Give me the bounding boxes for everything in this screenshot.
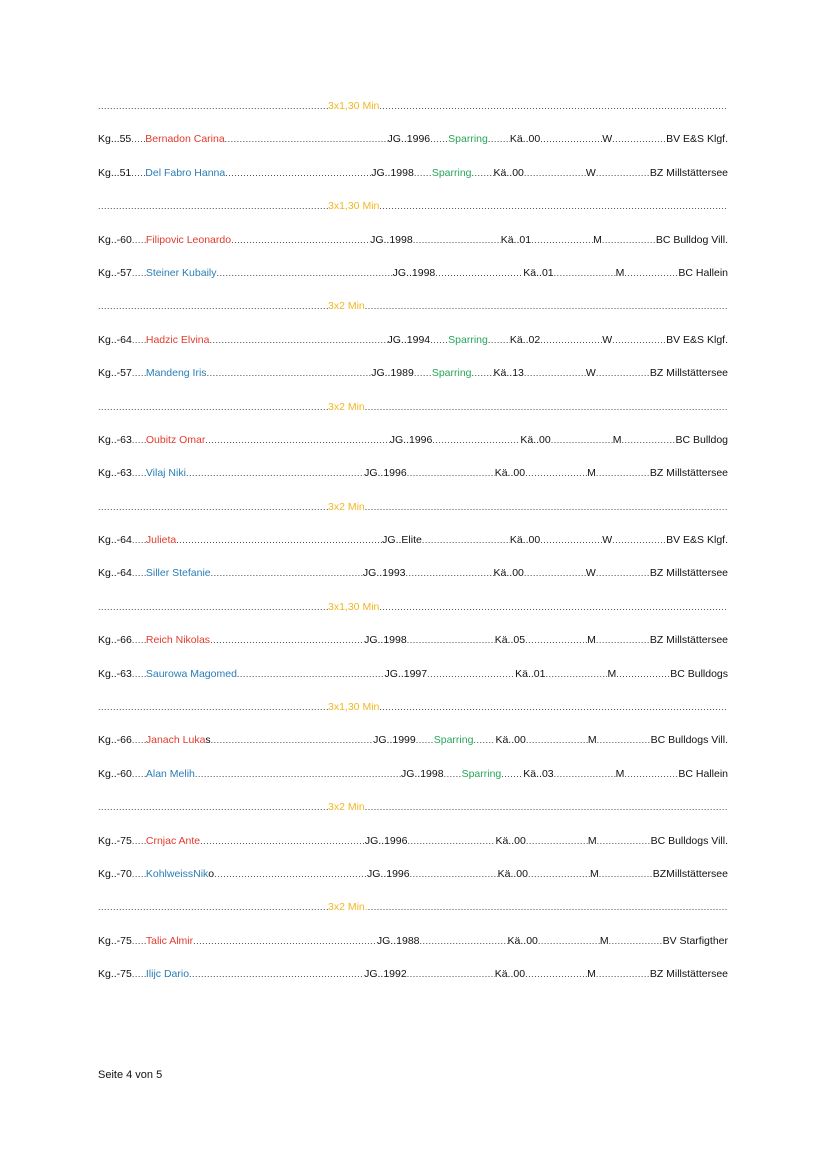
dot-leader xyxy=(554,265,616,281)
fight-count: Kä..01 xyxy=(500,233,532,246)
row-gap xyxy=(98,114,728,131)
dot-leader xyxy=(132,465,146,481)
dot-leader xyxy=(365,298,728,314)
gender: M xyxy=(587,634,596,647)
row-gap xyxy=(98,715,728,732)
club-name: BZ Millstättersee xyxy=(649,367,728,380)
birth-year: JG..1996 xyxy=(389,433,433,446)
weight-class: Kg..-75 xyxy=(98,968,132,981)
fighter-name-suffix: o xyxy=(208,867,215,880)
dot-leader xyxy=(621,432,675,448)
weight-class: Kg..-66 xyxy=(98,734,132,747)
round-duration: 3x2 Min. xyxy=(328,901,368,914)
dot-leader xyxy=(131,131,145,147)
dot-leader xyxy=(432,432,520,448)
fight-count: Kä..13 xyxy=(493,367,524,380)
dot-leader xyxy=(211,565,363,581)
fighter-row xyxy=(98,365,728,381)
row-gap xyxy=(98,381,728,398)
dot-leader xyxy=(414,365,432,381)
row-gap xyxy=(98,648,728,665)
round-duration: 3x2 Min xyxy=(328,801,365,814)
dot-leader xyxy=(526,833,588,849)
birth-year: JG..Elite xyxy=(382,534,422,547)
club-name: BZ Millstättersee xyxy=(649,634,728,647)
dot-leader xyxy=(132,265,146,281)
dot-leader xyxy=(602,232,656,248)
row-gap xyxy=(98,348,728,365)
dot-leader xyxy=(528,866,590,882)
dot-leader xyxy=(407,465,495,481)
gender: M xyxy=(587,734,597,747)
fight-count: Kä..05 xyxy=(494,634,526,647)
dot-leader xyxy=(596,365,650,381)
dot-leader xyxy=(132,933,146,949)
dot-leader xyxy=(416,732,434,748)
fighter-name: Hadzic Elvina xyxy=(145,333,210,346)
dot-leader xyxy=(538,933,600,949)
gender: W xyxy=(585,166,596,179)
dot-leader xyxy=(379,98,728,114)
sparring-label: Sparring xyxy=(431,166,472,179)
dot-leader xyxy=(624,766,678,782)
dot-leader xyxy=(98,599,328,615)
round-duration: 3x2 Min xyxy=(328,500,365,513)
row-gap xyxy=(98,181,728,198)
dot-leader xyxy=(132,766,146,782)
dot-leader xyxy=(524,165,586,181)
fighter-row xyxy=(98,131,728,147)
dot-leader xyxy=(472,165,494,181)
row-gap xyxy=(98,281,728,298)
dot-leader xyxy=(414,165,432,181)
dot-leader xyxy=(488,131,510,147)
weight-class: Kg..-64 xyxy=(98,567,132,580)
dot-leader xyxy=(407,966,495,982)
birth-year: JG..1988 xyxy=(376,934,420,947)
dot-leader xyxy=(472,365,494,381)
fighter-row xyxy=(98,933,728,949)
fighter-row xyxy=(98,432,728,448)
gender: M xyxy=(587,834,597,847)
dot-leader xyxy=(612,131,666,147)
round-separator xyxy=(98,298,728,314)
dot-leader xyxy=(609,933,663,949)
round-separator xyxy=(98,799,728,815)
gender: M xyxy=(587,968,596,981)
weight-class: Kg..-75 xyxy=(98,834,132,847)
bout-list xyxy=(98,98,728,1000)
row-gap xyxy=(98,915,728,932)
club-name: BV E&S Klgf. xyxy=(666,534,728,547)
dot-leader xyxy=(195,766,401,782)
fighter-name: Siller Stefanie xyxy=(145,567,211,580)
club-name: BV Starfigther xyxy=(662,934,728,947)
club-name: BV E&S Klgf. xyxy=(666,133,728,146)
dot-leader xyxy=(596,165,650,181)
club-name: BV E&S Klgf. xyxy=(666,333,728,346)
row-gap xyxy=(98,815,728,832)
club-name: BC Bulldogs xyxy=(670,667,728,680)
dot-leader xyxy=(132,866,146,882)
round-separator xyxy=(98,699,728,715)
row-gap xyxy=(98,481,728,498)
dot-leader xyxy=(205,432,389,448)
dot-leader xyxy=(422,532,510,548)
fight-count: Kä..00 xyxy=(509,133,541,146)
row-gap xyxy=(98,415,728,432)
dot-leader xyxy=(131,165,145,181)
dot-leader xyxy=(413,232,501,248)
fight-count: Kä..00 xyxy=(497,867,528,880)
dot-leader xyxy=(407,632,495,648)
round-duration: 3x2 Min xyxy=(328,400,365,413)
birth-year: JG..1996 xyxy=(364,834,408,847)
fighter-name: Oubitz Omar xyxy=(145,433,206,446)
dot-leader xyxy=(368,899,728,915)
fighter-name: Saurowa Magomed xyxy=(145,667,237,680)
dot-leader xyxy=(624,265,678,281)
round-separator xyxy=(98,198,728,214)
fighter-row xyxy=(98,232,728,248)
fighter-name: Alan Melih xyxy=(145,767,195,780)
sparring-label: Sparring xyxy=(461,767,502,780)
fighter-name-suffix: s xyxy=(205,734,211,747)
fight-count: Kä..00 xyxy=(495,734,526,747)
dot-leader xyxy=(207,365,372,381)
dot-leader xyxy=(379,198,728,214)
fighter-row xyxy=(98,565,728,581)
birth-year: JG..1993 xyxy=(362,567,406,580)
gender: M xyxy=(615,767,625,780)
dot-leader xyxy=(597,833,651,849)
fight-count: Kä..00 xyxy=(493,567,524,580)
dot-leader xyxy=(551,432,613,448)
fighter-name: Talic Almir xyxy=(145,934,194,947)
round-separator xyxy=(98,499,728,515)
dot-leader xyxy=(420,933,508,949)
dot-leader xyxy=(379,599,728,615)
dot-leader xyxy=(209,332,387,348)
dot-leader xyxy=(430,332,448,348)
dot-leader xyxy=(410,866,498,882)
fighter-row xyxy=(98,833,728,849)
dot-leader xyxy=(554,766,616,782)
weight-class: Kg..-57 xyxy=(98,367,132,380)
dot-leader xyxy=(524,565,586,581)
dot-leader xyxy=(427,666,515,682)
club-name: BZMillstättersee xyxy=(652,867,728,880)
birth-year: JG..1996 xyxy=(387,133,431,146)
gender: W xyxy=(602,333,613,346)
gender: W xyxy=(585,367,596,380)
round-separator xyxy=(98,98,728,114)
row-gap xyxy=(98,448,728,465)
dot-leader xyxy=(132,565,146,581)
gender: W xyxy=(602,534,613,547)
row-gap xyxy=(98,748,728,765)
dot-leader xyxy=(225,165,371,181)
fight-count: Kä..00 xyxy=(494,467,526,480)
fighter-row xyxy=(98,666,728,682)
fighter-name: Mandeng Iris xyxy=(145,367,207,380)
dot-leader xyxy=(597,732,651,748)
birth-year: JG..1989 xyxy=(371,367,414,380)
club-name: BC Hallein xyxy=(678,767,728,780)
dot-leader xyxy=(189,966,364,982)
fighter-name: Filipovic Leonardo xyxy=(145,233,232,246)
club-name: BZ Millstättersee xyxy=(649,567,728,580)
dot-leader xyxy=(176,532,382,548)
page-footer: Seite 4 von 5 xyxy=(98,1069,163,1081)
dot-leader xyxy=(98,399,328,415)
dot-leader xyxy=(540,332,602,348)
row-gap xyxy=(98,849,728,866)
dot-leader xyxy=(596,632,650,648)
dot-leader xyxy=(98,499,328,515)
row-gap xyxy=(98,515,728,532)
fight-count: Kä..00 xyxy=(494,968,526,981)
weight-class: Kg..-63 xyxy=(98,667,132,680)
weight-class: Kg..-63 xyxy=(98,433,132,446)
fighter-row xyxy=(98,732,728,748)
dot-leader xyxy=(200,833,365,849)
club-name: BZ Millstättersee xyxy=(649,968,728,981)
round-duration: 3x1,30 Min xyxy=(328,701,380,714)
weight-class: Kg..-70 xyxy=(98,867,132,880)
round-duration: 3x2 Min xyxy=(328,300,365,313)
dot-leader xyxy=(98,298,328,314)
dot-leader xyxy=(599,866,653,882)
dot-leader xyxy=(132,632,146,648)
dot-leader xyxy=(231,232,370,248)
birth-year: JG..1998 xyxy=(400,767,444,780)
dot-leader xyxy=(98,98,328,114)
dot-leader xyxy=(210,632,364,648)
birth-year: JG..1998 xyxy=(371,166,414,179)
dot-leader xyxy=(596,565,650,581)
fighter-row xyxy=(98,532,728,548)
fight-count: Kä..00 xyxy=(507,934,538,947)
row-gap xyxy=(98,147,728,164)
dot-leader xyxy=(545,666,607,682)
fight-count: Kä..01 xyxy=(515,667,546,680)
fighter-row xyxy=(98,866,728,882)
dot-leader xyxy=(98,899,328,915)
fighter-name: Steiner Kubaily xyxy=(145,266,217,279)
round-duration: 3x1,30 Min xyxy=(328,200,380,213)
row-gap xyxy=(98,982,728,999)
weight-class: Kg..-63 xyxy=(98,467,132,480)
club-name: BZ Millstättersee xyxy=(649,467,728,480)
dot-leader xyxy=(444,766,462,782)
fighter-name: Ilijc Dario xyxy=(145,968,190,981)
weight-class: Kg..-66 xyxy=(98,634,132,647)
dot-leader xyxy=(132,365,146,381)
row-gap xyxy=(98,214,728,231)
dot-leader xyxy=(473,732,495,748)
dot-leader xyxy=(612,532,666,548)
dot-leader xyxy=(211,732,373,748)
gender: W xyxy=(585,567,596,580)
weight-class: Kg..-64 xyxy=(98,534,132,547)
club-name: BC Bulldog xyxy=(675,433,728,446)
round-separator xyxy=(98,599,728,615)
dot-leader xyxy=(488,332,510,348)
fight-count: Kä..00 xyxy=(520,433,551,446)
club-name: BC Hallein xyxy=(678,266,728,279)
birth-year: JG..1997 xyxy=(384,667,428,680)
fight-count: Kä..03 xyxy=(523,767,554,780)
dot-leader xyxy=(216,265,392,281)
birth-year: JG..1996 xyxy=(364,467,407,480)
row-gap xyxy=(98,615,728,632)
dot-leader xyxy=(524,365,586,381)
birth-year: JG..1998 xyxy=(370,233,413,246)
gender: M xyxy=(587,467,596,480)
dot-leader xyxy=(365,499,728,515)
round-duration: 3x1,30 Min xyxy=(328,100,380,112)
dot-leader xyxy=(193,933,377,949)
dot-leader xyxy=(526,732,588,748)
dot-leader xyxy=(407,833,495,849)
weight-class: Kg..-75 xyxy=(98,934,132,947)
birth-year: JG..1998 xyxy=(392,266,436,279)
gender: M xyxy=(607,667,617,680)
dot-leader xyxy=(98,699,328,715)
row-gap xyxy=(98,682,728,699)
dot-leader xyxy=(237,666,385,682)
dot-leader xyxy=(540,532,602,548)
dot-leader xyxy=(596,465,650,481)
fight-count: Kä..01 xyxy=(523,266,554,279)
weight-class: Kg...55 xyxy=(98,133,132,146)
fighter-row xyxy=(98,165,728,181)
fighter-name: Julieta xyxy=(145,534,177,547)
birth-year: JG..1994 xyxy=(387,333,431,346)
dot-leader xyxy=(596,966,650,982)
round-duration: 3x1,30 Min xyxy=(328,600,380,613)
dot-leader xyxy=(406,565,494,581)
sparring-label: Sparring xyxy=(431,367,472,380)
fighter-row xyxy=(98,766,728,782)
birth-year: JG..1999 xyxy=(373,734,416,747)
gender: W xyxy=(602,133,613,146)
row-gap xyxy=(98,949,728,966)
dot-leader xyxy=(132,532,146,548)
dot-leader xyxy=(186,465,364,481)
weight-class: Kg..-60 xyxy=(98,233,132,246)
dot-leader xyxy=(379,699,728,715)
fight-count: Kä..02 xyxy=(509,333,541,346)
sparring-label: Sparring xyxy=(448,133,488,146)
weight-class: Kg..-60 xyxy=(98,767,132,780)
dot-leader xyxy=(531,232,593,248)
sparring-label: Sparring xyxy=(433,734,474,747)
fight-count: Kä..00 xyxy=(495,834,526,847)
gender: M xyxy=(593,233,602,246)
dot-leader xyxy=(365,799,728,815)
fighter-row xyxy=(98,966,728,982)
round-separator xyxy=(98,899,728,915)
dot-leader xyxy=(616,666,670,682)
dot-leader xyxy=(132,432,146,448)
weight-class: Kg..-57 xyxy=(98,266,132,279)
fighter-name: Janach Luka xyxy=(145,734,206,747)
row-gap xyxy=(98,882,728,899)
birth-year: JG..1998 xyxy=(364,634,407,647)
fighter-row xyxy=(98,265,728,281)
fighter-name: Bernadon Carina xyxy=(145,133,225,146)
dot-leader xyxy=(98,799,328,815)
fighter-row xyxy=(98,465,728,481)
gender: M xyxy=(599,934,609,947)
row-gap xyxy=(98,248,728,265)
dot-leader xyxy=(98,198,328,214)
birth-year: JG..1992 xyxy=(364,968,407,981)
dot-leader xyxy=(132,732,146,748)
fighter-name: Crnjac Ante xyxy=(145,834,201,847)
dot-leader xyxy=(132,966,146,982)
fight-count: Kä..00 xyxy=(509,534,541,547)
fighter-row xyxy=(98,632,728,648)
dot-leader xyxy=(365,399,728,415)
sparring-label: Sparring xyxy=(448,333,488,346)
birth-year: JG..1996 xyxy=(366,867,410,880)
dot-leader xyxy=(132,666,146,682)
dot-leader xyxy=(214,866,367,882)
dot-leader xyxy=(132,232,146,248)
row-gap xyxy=(98,548,728,565)
fighter-name: Del Fabro Hanna xyxy=(145,166,226,179)
dot-leader xyxy=(132,833,146,849)
club-name: BC Bulldog Vill. xyxy=(655,233,728,246)
row-gap xyxy=(98,314,728,331)
dot-leader xyxy=(540,131,602,147)
dot-leader xyxy=(525,465,587,481)
weight-class: Kg..-64 xyxy=(98,333,132,346)
fighter-name: KohlweissNik xyxy=(145,867,209,880)
dot-leader xyxy=(225,131,388,147)
dot-leader xyxy=(435,265,523,281)
fighter-name: Vilaj Niki xyxy=(145,467,186,480)
row-gap xyxy=(98,581,728,598)
gender: M xyxy=(615,266,625,279)
dot-leader xyxy=(501,766,523,782)
dot-leader xyxy=(612,332,666,348)
fight-count: Kä..00 xyxy=(493,166,524,179)
fighter-name: Reich Nikolas xyxy=(145,634,211,647)
dot-leader xyxy=(525,632,587,648)
club-name: BC Bulldogs Vill. xyxy=(650,834,728,847)
gender: M xyxy=(612,433,622,446)
dot-leader xyxy=(525,966,587,982)
gender: M xyxy=(589,867,599,880)
dot-leader xyxy=(132,332,146,348)
round-separator xyxy=(98,399,728,415)
row-gap xyxy=(98,782,728,799)
weight-class: Kg...51 xyxy=(98,166,132,179)
club-name: BC Bulldogs Vill. xyxy=(650,734,728,747)
dot-leader xyxy=(430,131,448,147)
fighter-row xyxy=(98,332,728,348)
club-name: BZ Millstättersee xyxy=(649,166,728,179)
